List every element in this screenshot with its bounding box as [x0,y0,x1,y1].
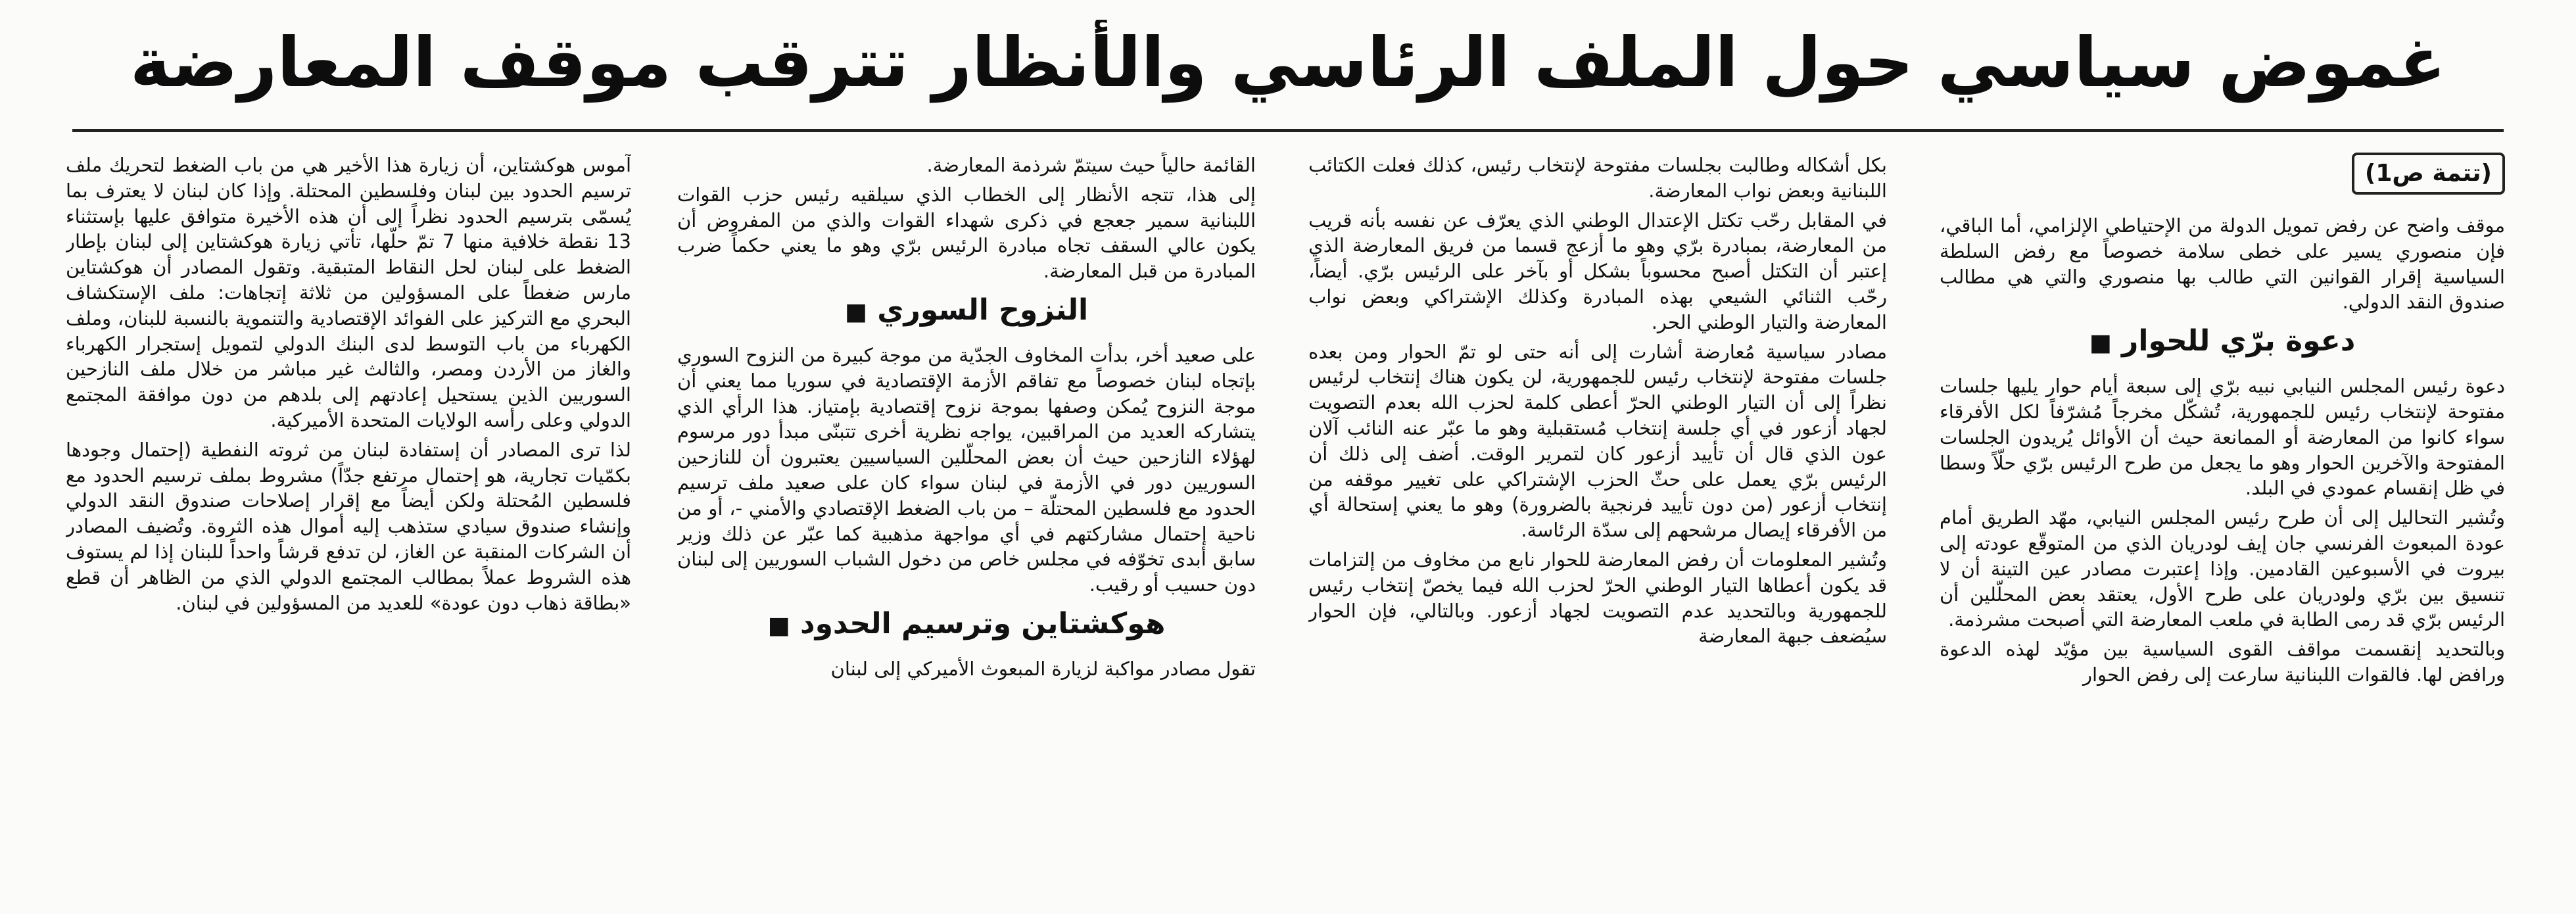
headline-divider [72,129,2504,132]
column-2 [1308,153,1887,914]
column-4 [66,153,631,914]
paragraph: بكل أشكاله وطالبت بجلسات مفتوحة لإنتخاب رئيس، كذلك فعلت الكتائب اللبنانية وبعض نواب المعارضة. [1308,154,1887,202]
paragraph: القائمة حالياً حيث سيتمّ شرذمة المعارضة. [926,154,1256,176]
paragraph: وبالتحديد إنقسمت مواقف القوى السياسية بين مؤيّد لهذه الدعوة ورافض لها. فالقوات اللبنانية سارعت إلى رفض الحوار [1940,638,2505,686]
paragraph: موقف واضح عن رفض تمويل الدولة من الإحتياطي الإلزامي، أما الباقي، فإن منصوري يسير على خطى سلامة خصوصاً مع رفض السلطة السياسية إقرار القوانين التي طالب بها منصوري والتي هي مطالب صندوق النقد الدولي. [1940,214,2505,314]
subheading: دعوة برّي للحوار ■ [2089,324,2356,358]
continuation-label: (تتمة ص1) [2352,153,2505,195]
paragraph: لذا ترى المصادر أن إستفادة لبنان من ثروته النفطية (إحتمال وجودها بكمّيات تجارية، هو إحتمال مرتفع جدّاً) مشروط بملف ترسيم الحدود مع فلسطين المُحتلة ولكن أيضاً مع إقرار إصلاحات صندوق النقد الدولي وإنشاء صندوق سيادي ستذهب إليه أموال هذه الثروة. وتُضيف المصادر أن الشركات المنقبة عن الغاز، لن تدفع قرشاً واحداً للبنان إذا لم يستوف هذه الشروط عملاً بمطالب المجتمع الدولي الذي من الظاهر أن قطع «بطاقة ذهاب دون عودة» للعديد من المسؤولين في لبنان. [66,438,631,614]
paragraph: على صعيد أخر، بدأت المخاوف الجدّية من موجة كبيرة من النزوح السوري بإتجاه لبنان خصوصاً مع تفاقم الأزمة الإقتصادية في سوريا مما يعني أن موجة النزوح يُمكن وصفها بموجة نزوح إقتصادية بإمتياز. هذا الرأي الذي يتشاركه العديد من المراقبين، يواجه نظرية أخرى تتبنّى مبدأ دور مرسوم لهؤلاء النازحين حيث أن بعض المحلّلين السياسيين يعتبرون أن للنازحين السوريين دور في الأزمة في لبنان سواء كان على صعيد ملف ترسيم الحدود مع فلسطين المحتلّة – من باب الضغط الإقتصادي والأمني -، أو من ناحية إحتمال مشاركتهم في أي مواجهة مذهبية كما عبّر عن ذلك وزير سابق أبدى تخوّفه في مجلس خاص من دخول الشباب السوريين إلى لبنان دون حسيب أو رقيب. [677,343,1256,596]
paragraph: وتُشير التحاليل إلى أن طرح رئيس المجلس النيابي، مهّد الطريق أمام عودة المبعوث الفرنسي جان إيف لودريان الذي من المتوقّع عودته إلى بيروت في الأسبوعين القادمين. وإذا إعتبرت مصادر عين التينة أن لا تنسيق بين برّي ولودريان على طرح الأول، يعتقد بعض المحلّلين أن الرئيس برّي قد رمى الطابة في ملعب المعارضة التي أصبحت مشرذمة. [1940,506,2505,631]
paragraph: آموس هوكشتاين، أن زيارة هذا الأخير هي من باب الضغط لتحريك ملف ترسيم الحدود بين لبنان وفلسطين المحتلة. وإذا كان لبنان لا يعترف بما يُسمّى بترسيم الحدود نظراً إلى أن هذه الأخيرة متوافق عليها بإستثناء 13 نقطة خلافية منها 7 تمّ حلّها، تأتي زيارة هوكشتاين إلى لبنان بإطار الضغط على لبنان لحل النقاط المتبقية. وتقول المصادر أن هوكشتاين مارس ضغطاً على المسؤولين من ثلاثة إتجاهات: ملف الإستكشاف البحري مع التركيز على الفوائد الإقتصادية والتنموية بالنسبة للبنان، وملف الكهرباء من باب التوسط لدى البنك الدولي لتمويل إستجرار الكهرباء والغاز من الأردن ومصر، والثالث غير مباشر من خلال ملف النازحين السوريين الذين يستحيل إعادتهم إلى بلدهم من دون موافقة المجتمع الدولي وعلى رأسه الولايات المتحدة الأميركية. [66,154,631,431]
column-1 [1940,153,2505,914]
column-3 [677,153,1256,914]
paragraph: إلى هذا، تتجه الأنظار إلى الخطاب الذي سيلقيه رئيس حزب القوات اللبنانية سمير جعجع في ذكرى شهداء القوات والذي من المفروض أن يكون عالي السقف تجاه مبادرة الرئيس برّي وهو ما يعني حكماً ضرب المبادرة من قبل المعارضة. [677,183,1256,283]
square-bullet-icon: ■ [767,612,790,639]
subheading: النزوح السوري ■ [844,293,1089,327]
paragraph: دعوة رئيس المجلس النيابي نبيه برّي إلى سبعة أيام حوار يليها جلسات مفتوحة لإنتخاب رئيس للجمهورية، تُشكّل مخرجاً مُشرّفاً لكل الأفرقاء سواء كانوا من المعارضة أو الممانعة حيث أن الأوائل يُريدون الجلسات المفتوحة والآخرين الحوار وهو ما يجعل من طرح الرئيس برّي حلّاً وسطا في ظل إنقسام عمودي في البلد. [1940,375,2505,500]
square-bullet-icon: ■ [844,298,867,325]
paragraph: مصادر سياسية مُعارضة أشارت إلى أنه حتى لو تمّ الحوار ومن بعده جلسات مفتوحة لإنتخاب رئيس للجمهورية، لن يكون هناك إنتخاب لرئيس نظراً إلى أن التيار الوطني الحرّ أعطى كلمة لحزب الله بعدم التصويت لجهاد أزعور في أي جلسة إنتخاب مُستقبلية وهو ما عبّر عنه النائب آلان عون الذي قال أن تأييد أزعور كان لتمرير الوقت. أضف إلى ذلك أن الرئيس برّي يعمل على حثّ الحزب الإشتراكي على تغيير موقفه من إنتخاب أزعور (من دون تأييد فرنجية بالضرورة) وهو ما يعني إستحالة أي من الأفرقاء إيصال مرشحهم إلى سدّة الرئاسة. [1308,340,1887,542]
square-bullet-icon: ■ [2089,329,2112,357]
headline: غموض سياسي حول الملف الرئاسي والأنظار تترقب موقف المعارضة [130,22,2446,103]
paragraph: تقول مصادر مواكبة لزيارة المبعوث الأميركي إلى لبنان [830,657,1256,680]
paragraph: وتُشير المعلومات أن رفض المعارضة للحوار نابع من مخاوف من إلتزامات قد يكون أعطاها التيار الوطني الحرّ لحزب الله فيما يخصّ إنتخاب رئيس للجمهورية وبالتحديد عدم التصويت لجهاد أزعور. وبالتالي، فإن الحوار سيُضعف جبهة المعارضة [1308,548,1887,648]
paragraph: في المقابل رحّب تكتل الإعتدال الوطني الذي يعرّف عن نفسه بأنه قريب من المعارضة، بمبادرة برّي وهو ما أزعج قسما من فريق المعارضة الذي إعتبر أن التكتل أصبح محسوباً بشكل أو بآخر على الرئيس برّي. أيضاً، رحّب الثنائي الشيعي بهذه المبادرة وكذلك الإشتراكي وبعض نواب المعارضة والتيار الوطني الحر. [1308,208,1887,333]
subheading: هوكشتاين وترسيم الحدود ■ [767,606,1166,640]
